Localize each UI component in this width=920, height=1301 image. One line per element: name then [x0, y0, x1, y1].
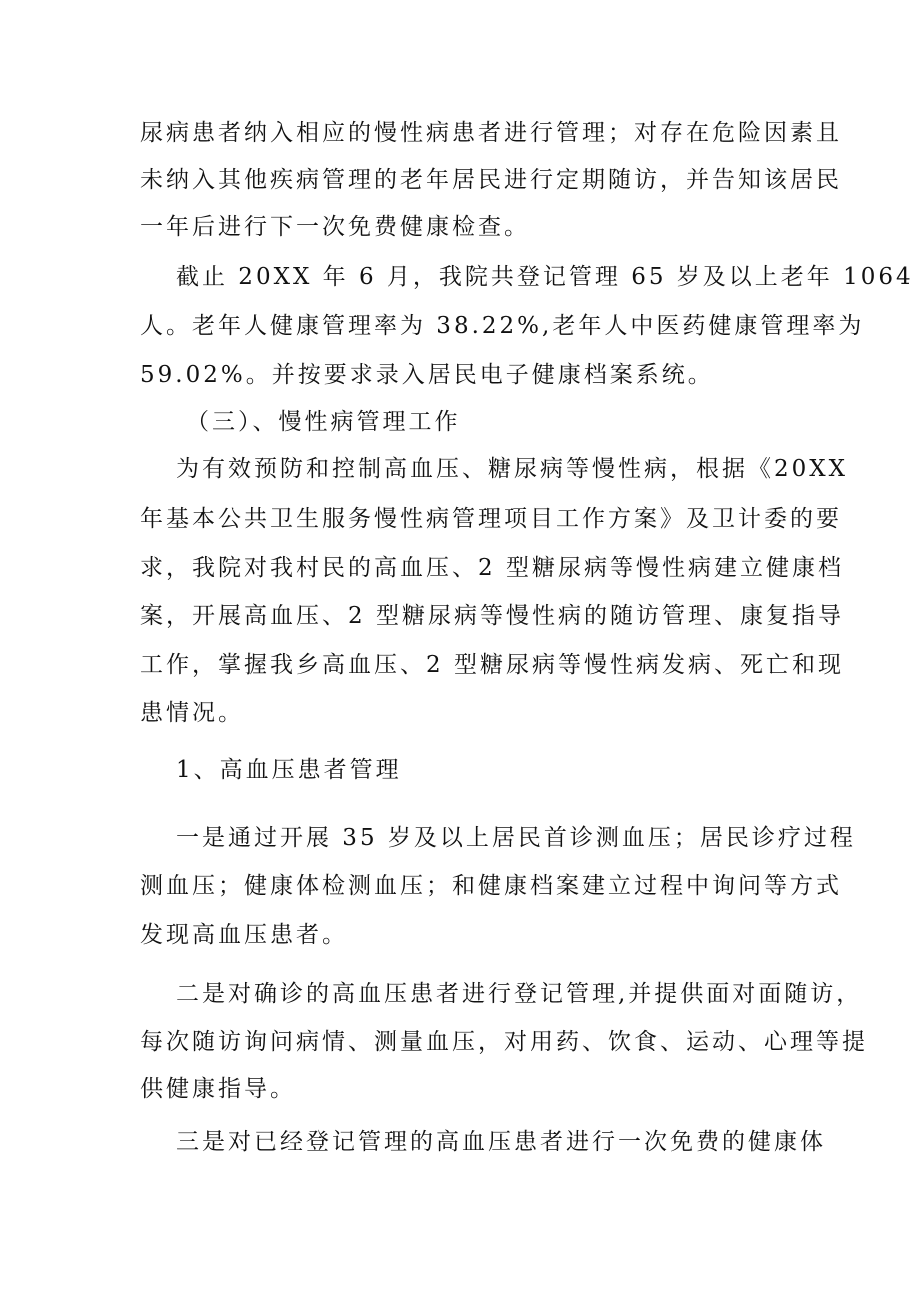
text-line: 二是对确诊的高血压患者进行登记管理,并提供面对面随访，	[176, 981, 863, 1007]
text-line: 人。老年人健康管理率为 38.22%,老年人中医药健康管理率为	[140, 313, 865, 339]
text-line: 尿病患者纳入相应的慢性病患者进行管理；对存在危险因素且	[140, 120, 842, 146]
text-line: 案，开展高血压、2 型糖尿病等慢性病的随访管理、康复指导	[140, 603, 844, 629]
text-line: 59.02%。并按要求录入居民电子健康档案系统。	[140, 362, 714, 388]
text-line: 发现高血压患者。	[140, 922, 348, 948]
text-line: 每次随访询问病情、测量血压，对用药、饮食、运动、心理等提	[140, 1029, 868, 1055]
text-line: 测血压；健康体检测血压；和健康档案建立过程中询问等方式	[140, 873, 842, 899]
text-line: 一是通过开展 35 岁及以上居民首诊测血压；居民诊疗过程	[176, 825, 856, 851]
text-line: 未纳入其他疾病管理的老年居民进行定期随访，并告知该居民	[140, 167, 842, 193]
text-line: 年基本公共卫生服务慢性病管理项目工作方案》及卫计委的要	[140, 506, 842, 532]
text-line: 为有效预防和控制高血压、糖尿病等慢性病，根据《20XX	[176, 456, 849, 482]
text-line: 一年后进行下一次免费健康检查。	[140, 214, 530, 240]
section-heading: （三）、慢性病管理工作	[186, 409, 461, 435]
text-line: 供健康指导。	[140, 1076, 296, 1102]
subsection-heading: 1、高血压患者管理	[176, 757, 402, 783]
text-line: 三是对已经登记管理的高血压患者进行一次免费的健康体	[176, 1129, 826, 1155]
text-line: 患情况。	[140, 700, 244, 726]
text-line: 工作，掌握我乡高血压、2 型糖尿病等慢性病发病、死亡和现	[140, 652, 844, 678]
text-line: 求，我院对我村民的高血压、2 型糖尿病等慢性病建立健康档	[140, 555, 844, 581]
text-line: 截止 20XX 年 6 月，我院共登记管理 65 岁及以上老年 1064	[176, 264, 914, 290]
